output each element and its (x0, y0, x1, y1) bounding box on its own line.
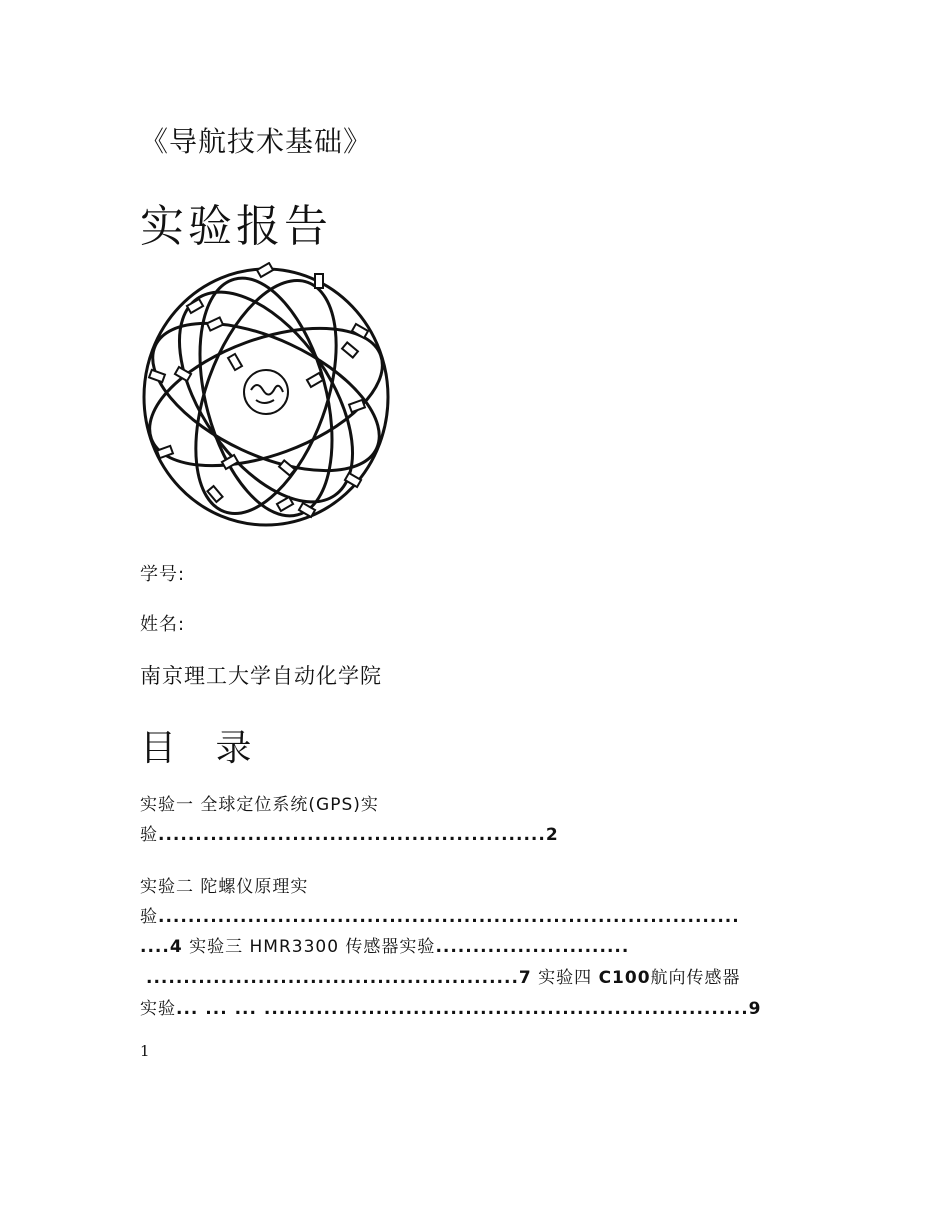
page-number: 1 (140, 1042, 150, 1060)
toc-entry-2-cont[interactable] (140, 902, 740, 927)
toc-dot-leader: .............................................................................. (158, 907, 740, 927)
toc-entry-text: 航向传感器 (650, 968, 741, 988)
toc-entry-text: 验 (140, 907, 158, 927)
toc-dot-leader: .... (140, 937, 170, 957)
toc-dot-leader: .......................... (435, 937, 630, 957)
toc-entry-2[interactable] (140, 872, 308, 897)
toc-entry-text: 实验四 (538, 968, 593, 988)
gps-satellite-constellation-globe-icon (138, 262, 398, 532)
toc-dot-leader: .................................................... (158, 825, 546, 845)
toc-page-number: 4 (169, 937, 183, 957)
toc-entry-text: 验 (140, 825, 158, 845)
toc-entry-3[interactable] (140, 932, 629, 957)
toc-dot-leader: .................................................. (146, 968, 519, 988)
toc-entry-model: C100 (598, 968, 651, 988)
toc-entry-text: 实验 (140, 999, 176, 1019)
toc-dot-leader: ... ... ... ................................................................. (176, 999, 749, 1019)
name-label: 姓名: (140, 614, 186, 635)
toc-title: 目 录 (140, 728, 266, 769)
toc-entry-text: 实验一 全球定位系统(GPS)实 (140, 795, 379, 815)
toc-entry-1-cont[interactable] (140, 820, 559, 845)
toc-entry-1[interactable] (140, 790, 379, 815)
toc-page-number: 7 (518, 968, 532, 988)
student-id-label: 学号: (140, 564, 186, 585)
toc-entry-4[interactable] (146, 963, 741, 988)
school-name: 南京理工大学自动化学院 (140, 664, 382, 688)
toc-page-number: 9 (748, 999, 762, 1019)
toc-entry-text: 实验二 陀螺仪原理实 (140, 877, 309, 897)
report-title: 实验报告 (140, 201, 332, 252)
toc-entry-text: 实验三 HMR3300 传感器实验 (189, 937, 436, 957)
toc-page-number: 2 (545, 825, 559, 845)
toc-entry-4-cont[interactable] (140, 994, 762, 1019)
course-title: 《导航技术基础》 (140, 125, 373, 158)
